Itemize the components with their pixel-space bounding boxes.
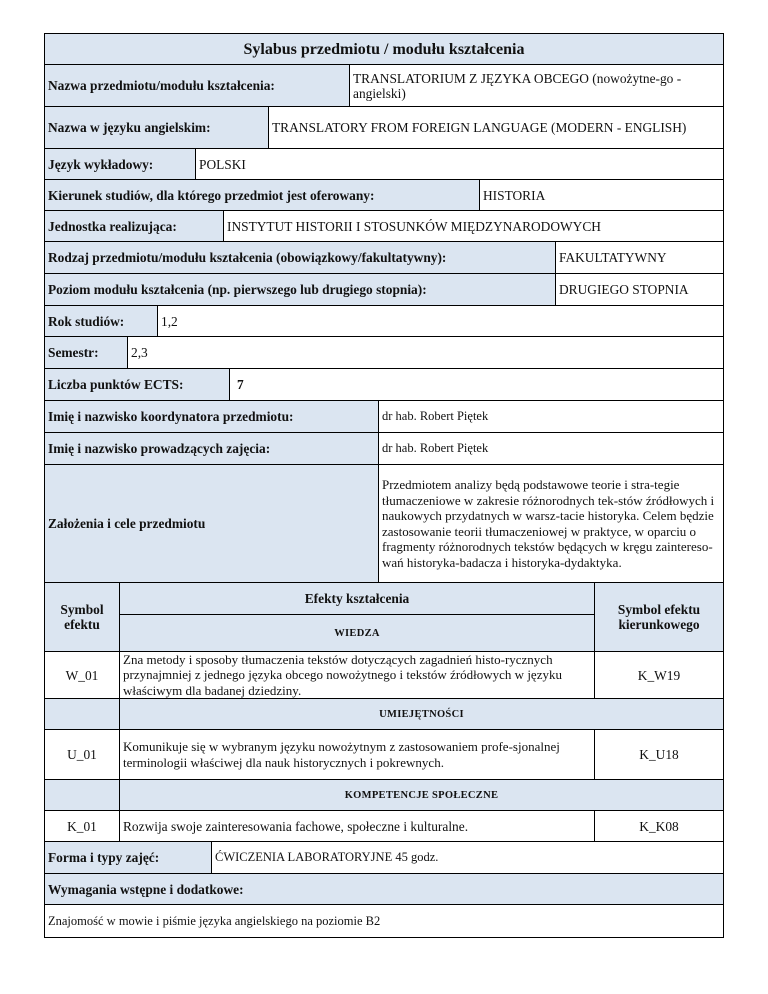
unit-value: INSTYTUT HISTORII I STOSUNKÓW MIĘDZYNARODOWYCH — [224, 211, 723, 241]
objectives-label: Założenia i cele przedmiotu — [45, 465, 379, 582]
row-objectives — [45, 465, 723, 583]
course-type-value: FAKULTATYWNY — [556, 242, 723, 273]
row-course-type — [45, 242, 723, 274]
ects-value: 7 — [230, 369, 723, 400]
outcome-program-symbol: K_K08 — [595, 811, 723, 841]
section-row-umiejetnosci — [45, 699, 723, 730]
section-umiejetnosci: UMIEJĘTNOŚCI — [120, 699, 723, 729]
outcome-symbol: K_01 — [45, 811, 120, 841]
row-class-form — [45, 842, 723, 874]
semester-value: 2,3 — [128, 337, 723, 368]
row-semester — [45, 337, 723, 369]
outcome-program-symbol: K_U18 — [595, 730, 723, 779]
row-course-name — [45, 65, 723, 107]
row-english-name — [45, 107, 723, 149]
english-name-value: TRANSLATORY FROM FOREIGN LANGUAGE (MODERN - ENGLISH) — [269, 107, 723, 148]
section-spacer — [45, 780, 120, 810]
row-language — [45, 149, 723, 180]
field-of-study-label: Kierunek studiów, dla którego przedmiot jest oferowany: — [45, 180, 480, 210]
outcome-text: Rozwija swoje zainteresowania fachowe, społeczne i kulturalne. — [120, 811, 595, 841]
level-value: DRUGIEGO STOPNIA — [556, 274, 723, 305]
program-outcome-header: Symbol efektu kierunkowego — [595, 583, 723, 651]
requirements-label: Wymagania wstępne i dodatkowe: — [45, 874, 723, 904]
language-label: Język wykładowy: — [45, 149, 196, 179]
row-year — [45, 306, 723, 337]
course-name-value: TRANSLATORIUM Z JĘZYKA OBCEGO (nowożytne-go - angielski) — [350, 65, 723, 106]
objectives-value: Przedmiotem analizy będą podstawowe teorie i stra-tegie tłumaczeniowe w zakresie różnorodnych tek-stów źródłowych i naukowych przydatnych w warsz-tacie historyka. Celem będzie zastosowanie teorii tłumaczeniowej w praktyce, w oparciu o fragmenty różnorodnych tekstów będących w kręgu zaintereso-wań historyka-badacza i historyka-dydaktyka. — [379, 465, 723, 582]
ects-label: Liczba punktów ECTS: — [45, 369, 230, 400]
title-row — [45, 34, 723, 65]
outcome-program-symbol: K_W19 — [595, 652, 723, 698]
outcomes-header — [45, 583, 723, 651]
section-spacer — [45, 699, 120, 729]
outcome-row-w01 — [45, 651, 723, 699]
instructors-value: dr hab. Robert Piętek — [379, 433, 723, 464]
coordinator-label: Imię i nazwisko koordynatora przedmiotu: — [45, 401, 379, 432]
requirements-value: Znajomość w mowie i piśmie języka angielskiego na poziomie B2 — [45, 905, 723, 937]
class-form-value: ĆWICZENIA LABORATORYJNE 45 godz. — [212, 842, 723, 873]
field-of-study-value: HISTORIA — [480, 180, 723, 210]
instructors-label: Imię i nazwisko prowadzących zajęcia: — [45, 433, 379, 464]
semester-label: Semestr: — [45, 337, 128, 368]
row-coordinator — [45, 401, 723, 433]
outcome-row-k01 — [45, 811, 723, 842]
section-kompetencje: KOMPETENCJE SPOŁECZNE — [120, 780, 723, 810]
course-name-label: Nazwa przedmiotu/modułu kształcenia: — [45, 65, 350, 106]
row-field-of-study — [45, 180, 723, 211]
unit-label: Jednostka realizująca: — [45, 211, 224, 241]
course-type-label: Rodzaj przedmiotu/modułu kształcenia (obowiązkowy/fakultatywny): — [45, 242, 556, 273]
row-level — [45, 274, 723, 306]
outcome-text: Komunikuje się w wybranym języku nowożytnym z zastosowaniem profe-sjonalnej terminologii właściwej dla nauk historycznych i pokrewnych. — [120, 730, 595, 779]
row-ects — [45, 369, 723, 401]
row-requirements-header — [45, 874, 723, 905]
row-requirements-value — [45, 905, 723, 937]
section-wiedza: WIEDZA — [120, 615, 595, 651]
outcome-text: Zna metody i sposoby tłumaczenia tekstów dotyczących zagadnień histo-rycznych przynajmniej z jednego języka obcego nowożytnego i tekstów źródłowych w języku właściwym dla badanej dziedziny. — [120, 652, 595, 698]
outcomes-title: Efekty kształcenia — [120, 583, 595, 615]
language-value: POLSKI — [196, 149, 723, 179]
row-unit — [45, 211, 723, 242]
row-instructors — [45, 433, 723, 465]
year-label: Rok studiów: — [45, 306, 158, 336]
class-form-label: Forma i typy zajęć: — [45, 842, 212, 873]
section-row-kompetencje — [45, 780, 723, 811]
english-name-label: Nazwa w języku angielskim: — [45, 107, 269, 148]
syllabus-table — [44, 33, 724, 938]
symbol-header: Symbol efektu — [45, 583, 120, 651]
year-value: 1,2 — [158, 306, 723, 336]
page-title: Sylabus przedmiotu / modułu kształcenia — [45, 34, 723, 64]
outcome-symbol: W_01 — [45, 652, 120, 698]
outcome-symbol: U_01 — [45, 730, 120, 779]
outcome-row-u01 — [45, 730, 723, 780]
coordinator-value: dr hab. Robert Piętek — [379, 401, 723, 432]
level-label: Poziom modułu kształcenia (np. pierwszego lub drugiego stopnia): — [45, 274, 556, 305]
